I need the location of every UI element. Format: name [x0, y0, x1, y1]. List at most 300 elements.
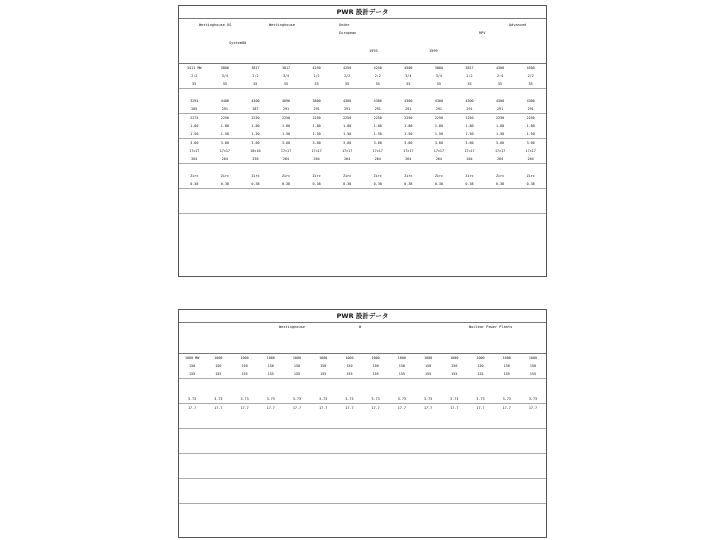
table-cell: [332, 189, 363, 197]
table-cell: [179, 487, 205, 495]
table-cell: 4300: [343, 99, 352, 103]
table-cell: 3.60: [373, 141, 382, 145]
table-cell: 3.73: [476, 397, 485, 401]
table-cell: 150: [293, 364, 301, 368]
table-cell: [363, 479, 389, 487]
table-cell: 2:2: [374, 74, 381, 78]
table-cell: [415, 470, 441, 478]
table-cell: 1.50: [251, 132, 260, 136]
table-cell: [441, 470, 467, 478]
table-cell: [393, 214, 424, 222]
table-cell: [231, 487, 257, 495]
table-cell: [393, 189, 424, 197]
table-cell: [179, 387, 205, 395]
table-cell: 150: [215, 364, 222, 368]
table-cell: 3.60: [465, 141, 474, 145]
table-cell: 1.80: [404, 124, 413, 128]
table-cell: 3.60: [190, 141, 199, 145]
table-cell: 17.7: [450, 406, 459, 410]
table-cell: 3.73: [528, 397, 538, 401]
table-cell: [520, 479, 546, 487]
table-cell: [393, 89, 424, 97]
table-cell: [205, 479, 231, 487]
table-cell: Zirc: [343, 174, 352, 178]
table-cell: [231, 420, 257, 428]
table-cell: [310, 479, 336, 487]
table-cell: [205, 420, 231, 428]
table-cell: [179, 222, 210, 230]
table-cell: [271, 222, 302, 230]
table-cell: [389, 462, 415, 470]
table-cell: 3/4: [435, 74, 442, 78]
table-cell: 4400: [220, 99, 229, 103]
table-cell: 3.60: [526, 141, 535, 145]
table-cell: 17.7: [319, 406, 328, 410]
table-cell: [467, 429, 493, 437]
table-row: [179, 512, 546, 520]
table-cell: [258, 445, 284, 453]
table-cell: 1.80: [465, 124, 474, 128]
table-row: [179, 445, 546, 454]
table-cell: 2250: [343, 116, 352, 120]
table-cell: [467, 387, 493, 395]
table-cell: 155: [425, 372, 432, 376]
table-cell: [210, 197, 241, 205]
table-row: [179, 437, 546, 445]
table-cell: Zirc: [312, 174, 321, 178]
table-cell: 3.73: [214, 397, 223, 401]
table-cell: [258, 462, 284, 470]
table-cell: [389, 387, 415, 395]
table-row: [179, 420, 546, 429]
data-table: [179, 354, 546, 520]
table-cell: [332, 205, 363, 213]
table-cell: [332, 89, 363, 97]
table-cell: 1000: [397, 356, 406, 360]
table-cell: [520, 454, 546, 462]
table-cell: [494, 504, 520, 512]
table-row: [179, 222, 546, 230]
page-title: PWR 設計データ: [179, 6, 546, 19]
table-cell: 3294: [190, 99, 199, 103]
table-cell: [179, 197, 210, 205]
table-cell: 3.60: [220, 141, 229, 145]
table-cell: 4300: [404, 99, 413, 103]
table-cell: 2250: [495, 116, 505, 120]
table-row: [179, 370, 546, 379]
table-cell: 2250: [465, 116, 474, 120]
table-cell: [494, 495, 520, 503]
table-row: [179, 164, 546, 172]
table-cell: [415, 437, 441, 445]
table-cell: 236: [252, 157, 259, 161]
table-cell: [258, 470, 284, 478]
table-cell: 2250: [312, 116, 321, 120]
table-cell: [520, 504, 546, 512]
table-cell: [393, 205, 424, 213]
table-cell: [301, 205, 332, 213]
table-cell: 3.60: [312, 141, 321, 145]
table-cell: 2:2: [252, 74, 259, 78]
table-cell: [210, 222, 241, 230]
table-cell: [284, 429, 310, 437]
table-cell: [363, 437, 389, 445]
table-cell: [363, 420, 389, 428]
data-table: [179, 64, 546, 230]
table-cell: [363, 429, 389, 437]
table-cell: [258, 495, 284, 503]
table-cell: [205, 495, 231, 503]
table-cell: 1.50: [220, 132, 229, 136]
table-cell: [363, 445, 389, 453]
table-cell: [179, 164, 210, 172]
table-cell: [179, 470, 205, 478]
table-cell: [231, 379, 257, 387]
table-cell: 150: [346, 364, 353, 368]
header-label: Westinghouse: [279, 325, 305, 329]
table-cell: 1.50: [526, 132, 535, 136]
table-cell: [389, 437, 415, 445]
table-cell: [441, 437, 467, 445]
table-cell: 1.50: [373, 132, 382, 136]
table-cell: [310, 412, 336, 420]
table-cell: [210, 189, 241, 197]
table-cell: 1.80: [434, 124, 443, 128]
table-cell: [284, 504, 310, 512]
table-cell: [389, 504, 415, 512]
table-cell: [520, 429, 546, 437]
table-cell: 150: [529, 364, 537, 368]
table-cell: 155: [241, 372, 248, 376]
table-cell: [310, 437, 336, 445]
table-cell: [205, 462, 231, 470]
table-cell: 17.7: [423, 406, 433, 410]
table-cell: [494, 479, 520, 487]
table-cell: [179, 479, 205, 487]
table-cell: 291: [374, 107, 381, 111]
table-cell: [494, 437, 520, 445]
table-cell: 0.38: [220, 182, 229, 186]
table-cell: 0.38: [312, 182, 321, 186]
table-cell: 55: [192, 82, 197, 86]
table-cell: 17.7: [502, 406, 511, 410]
table-cell: [336, 445, 362, 453]
table-cell: [336, 512, 362, 520]
table-cell: 1000: [450, 356, 459, 360]
table-cell: 264: [497, 157, 504, 161]
table-cell: [494, 454, 520, 462]
table-cell: [258, 387, 284, 395]
table-cell: 17.7: [476, 406, 485, 410]
table-cell: 150: [477, 364, 484, 368]
table-row: [179, 504, 546, 512]
table-cell: 4300: [495, 66, 505, 70]
table-cell: [520, 470, 546, 478]
table-cell: 264: [466, 157, 473, 161]
table-cell: 155: [503, 372, 510, 376]
table-cell: [179, 429, 205, 437]
table-cell: [441, 512, 467, 520]
table-cell: 16×16: [250, 149, 261, 153]
table-cell: [415, 462, 441, 470]
table-cell: 3/4: [282, 74, 290, 78]
table-cell: 1000: [319, 356, 328, 360]
header-label: Advanced: [509, 23, 527, 27]
table-cell: [210, 205, 241, 213]
table-cell: [454, 189, 485, 197]
table-cell: [415, 512, 441, 520]
table-cell: [231, 504, 257, 512]
table-cell: 17×17: [494, 149, 506, 153]
table-cell: [258, 429, 284, 437]
table-cell: 3800: [434, 66, 443, 70]
table-cell: 264: [313, 157, 320, 161]
table-cell: 150: [503, 364, 510, 368]
table-cell: 0.38: [526, 182, 535, 186]
table-cell: 0.38: [190, 182, 199, 186]
table-row: [179, 155, 546, 164]
table-cell: [231, 454, 257, 462]
table-cell: 4300: [251, 99, 260, 103]
table-cell: [310, 454, 336, 462]
table-cell: [393, 197, 424, 205]
header-label: Westinghouse US: [199, 23, 232, 27]
table-cell: [494, 487, 520, 495]
table-cell: [389, 429, 415, 437]
table-cell: 55: [253, 82, 258, 86]
table-cell: 150: [267, 364, 274, 368]
table-row: [179, 429, 546, 437]
table-cell: 3.60: [434, 141, 443, 145]
table-cell: [240, 189, 271, 197]
table-cell: [240, 197, 271, 205]
table-row: [179, 114, 546, 122]
table-cell: 291: [466, 107, 473, 111]
table-cell: [240, 89, 271, 97]
table-row: [179, 105, 546, 114]
table-cell: [415, 429, 441, 437]
table-cell: 17×17: [525, 149, 536, 153]
table-cell: [520, 487, 546, 495]
table-cell: [336, 387, 362, 395]
table-cell: 155: [477, 372, 484, 376]
table-cell: Zirc: [465, 174, 474, 178]
table-cell: 155: [398, 372, 405, 376]
table-cell: 3.73: [319, 397, 328, 401]
table-cell: 3.60: [281, 141, 291, 145]
table-cell: [424, 222, 455, 230]
table-cell: [258, 512, 284, 520]
table-cell: 4096: [281, 99, 291, 103]
table-cell: [467, 512, 493, 520]
table-cell: [454, 222, 485, 230]
table-cell: [179, 462, 205, 470]
table-row: [179, 412, 546, 420]
table-cell: [258, 420, 284, 428]
table-cell: 155: [189, 372, 196, 376]
table-cell: 150: [398, 364, 405, 368]
table-cell: [515, 205, 546, 213]
table-cell: 17×17: [403, 149, 414, 153]
table-cell: [467, 437, 493, 445]
table-cell: 55: [375, 82, 380, 86]
table-cell: 55: [498, 82, 503, 86]
table-cell: 4300: [434, 99, 443, 103]
table-cell: [210, 164, 241, 172]
table-cell: 3.73: [345, 397, 354, 401]
table-cell: [467, 495, 493, 503]
table-cell: 291: [527, 107, 534, 111]
table-cell: [336, 487, 362, 495]
table-cell: 0.38: [373, 182, 382, 186]
table-cell: [515, 197, 546, 205]
table-cell: 291: [497, 107, 504, 111]
table-cell: 4250: [373, 66, 382, 70]
table-cell: 2250: [373, 116, 382, 120]
table-cell: 17×17: [433, 149, 445, 153]
table-cell: 17.7: [240, 406, 249, 410]
table-cell: [363, 454, 389, 462]
table-cell: 3817: [251, 66, 260, 70]
table-cell: 1.80: [190, 124, 199, 128]
table-row: [179, 197, 546, 205]
table-cell: [336, 454, 362, 462]
table-cell: 1000: [423, 356, 433, 360]
table-cell: [441, 454, 467, 462]
table-cell: [389, 379, 415, 387]
table-cell: [389, 454, 415, 462]
table-cell: 3.60: [343, 141, 352, 145]
table-cell: 2250: [526, 116, 535, 120]
table-cell: 291: [313, 107, 320, 111]
table-cell: [179, 412, 205, 420]
table-cell: 3.73: [188, 397, 197, 401]
table-cell: 4500: [404, 66, 413, 70]
table-cell: [362, 222, 393, 230]
table-row: [179, 64, 546, 72]
table-cell: [389, 512, 415, 520]
table-row: [179, 379, 546, 387]
table-cell: [415, 504, 441, 512]
table-cell: [179, 205, 210, 213]
table-cell: [231, 445, 257, 453]
table-cell: 2250: [281, 116, 291, 120]
table-cell: Zirc: [190, 174, 199, 178]
header-label: 1999: [429, 49, 438, 53]
table-row: [179, 362, 546, 370]
table-cell: [205, 454, 231, 462]
table-cell: [205, 487, 231, 495]
table-cell: 17×17: [311, 149, 322, 153]
table-cell: 17×17: [464, 149, 475, 153]
table-cell: [284, 470, 310, 478]
table-row: [179, 97, 546, 105]
table-cell: [271, 89, 302, 97]
table-cell: [179, 437, 205, 445]
table-cell: [258, 437, 284, 445]
table-cell: [441, 479, 467, 487]
table-cell: [336, 504, 362, 512]
table-cell: [363, 495, 389, 503]
table-cell: [336, 479, 362, 487]
table-cell: Zirc: [373, 174, 382, 178]
table-cell: [415, 412, 441, 420]
table-cell: [205, 512, 231, 520]
table-cell: [284, 420, 310, 428]
table-cell: [284, 462, 310, 470]
table-cell: [336, 429, 362, 437]
table-cell: Zirc: [281, 174, 291, 178]
table-cell: [520, 445, 546, 453]
table-cell: 1000: [214, 356, 223, 360]
table-cell: 1000: [476, 356, 485, 360]
table-cell: [467, 412, 493, 420]
table-cell: 264: [374, 157, 381, 161]
table-cell: [332, 214, 363, 222]
table-cell: 1000: [345, 356, 354, 360]
table-cell: [271, 164, 302, 172]
table-cell: [485, 164, 516, 172]
table-cell: [179, 189, 210, 197]
table-row: [179, 180, 546, 189]
table-cell: [179, 454, 205, 462]
table-cell: 291: [282, 107, 290, 111]
table-cell: 0.38: [495, 182, 505, 186]
table-cell: 150: [189, 364, 196, 368]
table-cell: 3/4: [221, 74, 228, 78]
table-cell: [231, 387, 257, 395]
table-cell: [310, 429, 336, 437]
table-cell: [231, 470, 257, 478]
table-cell: 3/4: [405, 74, 412, 78]
table-cell: [362, 89, 393, 97]
table-row: [179, 122, 546, 130]
table-row: [179, 80, 546, 89]
table-cell: Zirc: [220, 174, 229, 178]
table-cell: [441, 462, 467, 470]
table-cell: 0.38: [281, 182, 291, 186]
table-cell: [485, 197, 516, 205]
table-cell: [424, 197, 455, 205]
table-cell: 0.38: [251, 182, 260, 186]
table-cell: [301, 89, 332, 97]
table-cell: 1000: [502, 356, 511, 360]
table-cell: [494, 445, 520, 453]
table-cell: 1.80: [312, 124, 321, 128]
table-cell: 17.7: [528, 406, 538, 410]
table-cell: [454, 197, 485, 205]
table-cell: 1.80: [526, 124, 535, 128]
table-cell: [231, 429, 257, 437]
header-label: W: [359, 325, 362, 329]
table-row: [179, 130, 546, 139]
table-cell: Zirc: [526, 174, 535, 178]
table-cell: [515, 164, 546, 172]
table-cell: [515, 222, 546, 230]
table-cell: [424, 189, 455, 197]
header-label: Nuclear Power Plants: [469, 325, 513, 329]
table-cell: 264: [282, 157, 290, 161]
table-cell: 155: [267, 372, 274, 376]
table-cell: 55: [222, 82, 227, 86]
table-cell: 1/1: [313, 74, 320, 78]
table-cell: [467, 470, 493, 478]
table-cell: [258, 487, 284, 495]
table-cell: 17×17: [219, 149, 230, 153]
table-cell: [205, 470, 231, 478]
table-cell: 1.50: [465, 132, 474, 136]
table-cell: 2275: [190, 116, 199, 120]
